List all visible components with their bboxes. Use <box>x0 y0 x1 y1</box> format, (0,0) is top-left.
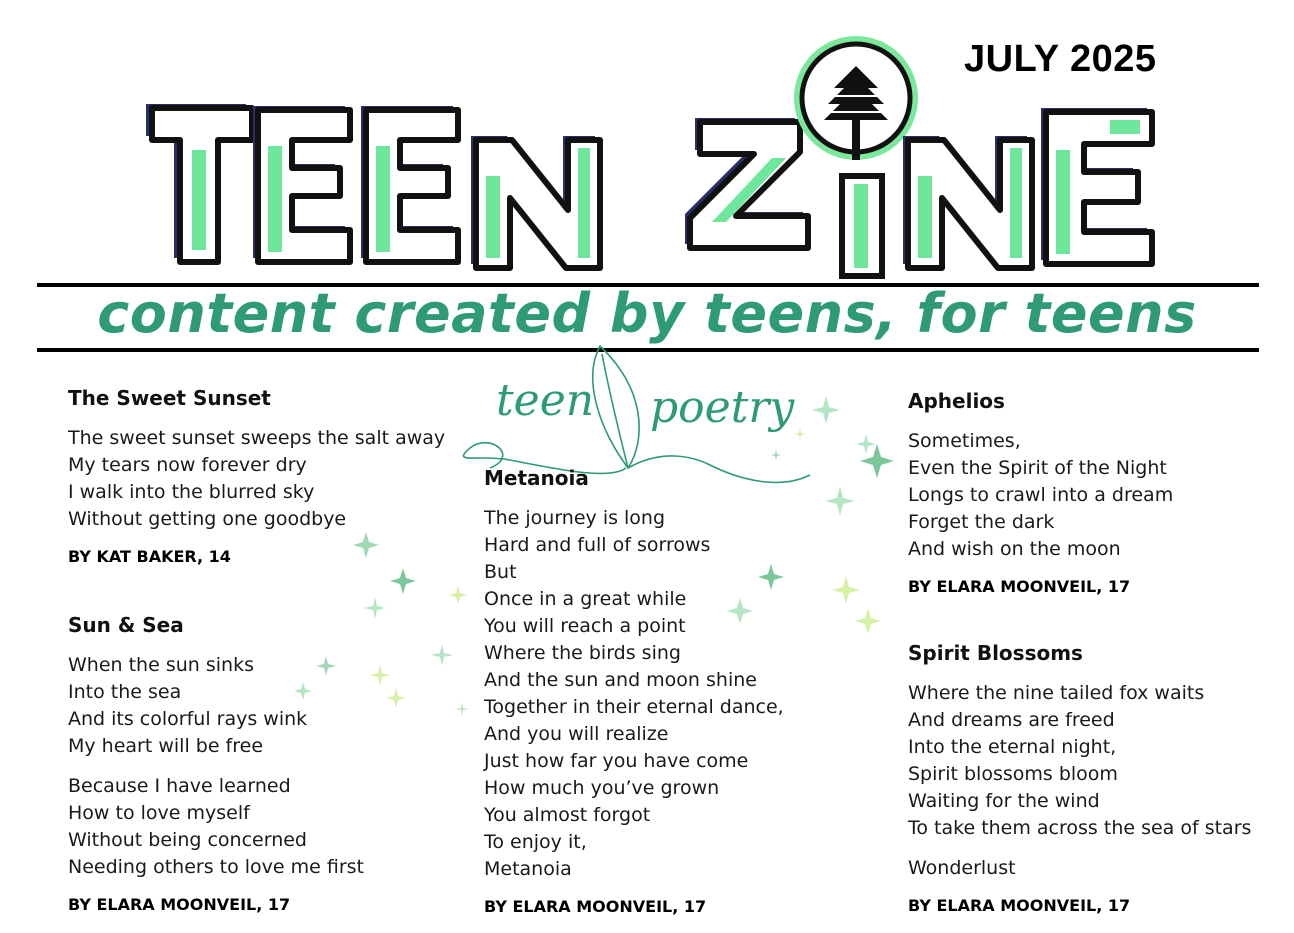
poem-lines <box>68 652 364 881</box>
poem-line: Hard and full of sorrows <box>484 534 711 556</box>
poem-line: And wish on the moon <box>908 538 1121 560</box>
tree-icon <box>794 36 918 160</box>
stanza-break <box>68 760 364 773</box>
poem-line: Waiting for the wind <box>908 790 1100 812</box>
poem-byline: BY ELARA MOONVEIL, 17 <box>484 897 707 916</box>
poem-title: The Sweet Sunset <box>68 386 271 410</box>
poem-line: Wonderlust <box>908 857 1016 879</box>
poem-line: Longs to crawl into a dream <box>908 484 1174 506</box>
title-letter-e2 <box>361 106 458 262</box>
poem-line: The sweet sunset sweeps the salt away <box>68 427 446 449</box>
poem-line: I walk into the blurred sky <box>68 481 315 503</box>
poem-line: Sometimes, <box>908 430 1021 452</box>
poem-line: Forget the dark <box>908 511 1055 533</box>
poem-line: Without getting one goodbye <box>68 508 347 530</box>
poem-title: Sun & Sea <box>68 613 184 637</box>
poem-line: But <box>484 561 517 583</box>
poem-sweet-sunset <box>68 386 445 566</box>
poem-line: Spirit blossoms bloom <box>908 763 1118 785</box>
poem-line: Where the nine tailed fox waits <box>908 682 1205 704</box>
poem-line: Together in their eternal dance, <box>484 696 784 718</box>
poem-line: When the sun sinks <box>68 654 254 676</box>
poem-title: Aphelios <box>908 389 1005 413</box>
poem-line: The journey is long <box>484 507 666 529</box>
title-letter-e3 <box>1041 108 1152 264</box>
poem-line: Even the Spirit of the Night <box>908 457 1167 479</box>
poem-line: And its colorful rays wink <box>68 708 308 730</box>
title-letter-n1 <box>471 136 600 268</box>
poem-line: You will reach a point <box>484 615 686 637</box>
poem-line: And you will realize <box>484 723 669 745</box>
poem-byline: BY ELARA MOONVEIL, 17 <box>908 896 1131 915</box>
poem-line: Into the sea <box>68 681 182 703</box>
poem-byline: BY KAT BAKER, 14 <box>68 547 231 566</box>
poem-line: My tears now forever dry <box>68 454 307 476</box>
poem-line: To enjoy it, <box>484 831 587 853</box>
poem-line: Where the birds sing <box>484 642 681 664</box>
poem-line: And dreams are freed <box>908 709 1115 731</box>
poem-line: Without being concerned <box>68 829 307 851</box>
poem-spirit-blossoms <box>908 641 1251 915</box>
poem-line: Into the eternal night, <box>908 736 1117 758</box>
poem-lines <box>908 428 1173 563</box>
tagline: content created by teens, for teens <box>97 282 1197 345</box>
poem-line: My heart will be free <box>68 735 264 757</box>
title-letter-n2 <box>903 136 1032 268</box>
issue-date: JULY 2025 <box>964 38 1157 80</box>
title-letter-i <box>842 176 882 276</box>
poem-line: How to love myself <box>68 802 250 824</box>
poem-sun-sea <box>68 613 364 914</box>
poem-line: Just how far you have come <box>484 750 749 772</box>
title-letter-z <box>685 118 808 248</box>
poem-line: Because I have learned <box>68 775 291 797</box>
poem-line: How much you’ve grown <box>484 777 720 799</box>
poem-byline: BY ELARA MOONVEIL, 17 <box>68 895 291 914</box>
stanza-break <box>908 842 1251 855</box>
poem-lines <box>484 505 784 883</box>
poem-line: Metanoia <box>484 858 572 880</box>
poem-title: Spirit Blossoms <box>908 641 1083 665</box>
poem-byline: BY ELARA MOONVEIL, 17 <box>908 577 1131 596</box>
masthead-logo <box>0 0 1294 290</box>
poem-line: Once in a great while <box>484 588 687 610</box>
title-letter-e1 <box>253 106 350 262</box>
poem-metanoia <box>484 466 784 916</box>
poem-line: And the sun and moon shine <box>484 669 757 691</box>
section-title-teen: teen <box>496 375 595 426</box>
poem-line: Needing others to love me first <box>68 856 364 878</box>
poem-aphelios <box>908 389 1173 596</box>
section-title-poetry: poetry <box>650 382 795 433</box>
poem-lines <box>908 680 1251 882</box>
poem-lines <box>68 425 445 533</box>
poem-line: You almost forgot <box>484 804 651 826</box>
poem-title: Metanoia <box>484 466 589 490</box>
poem-line: To take them across the sea of stars <box>908 817 1252 839</box>
title-letter-t <box>146 104 252 262</box>
